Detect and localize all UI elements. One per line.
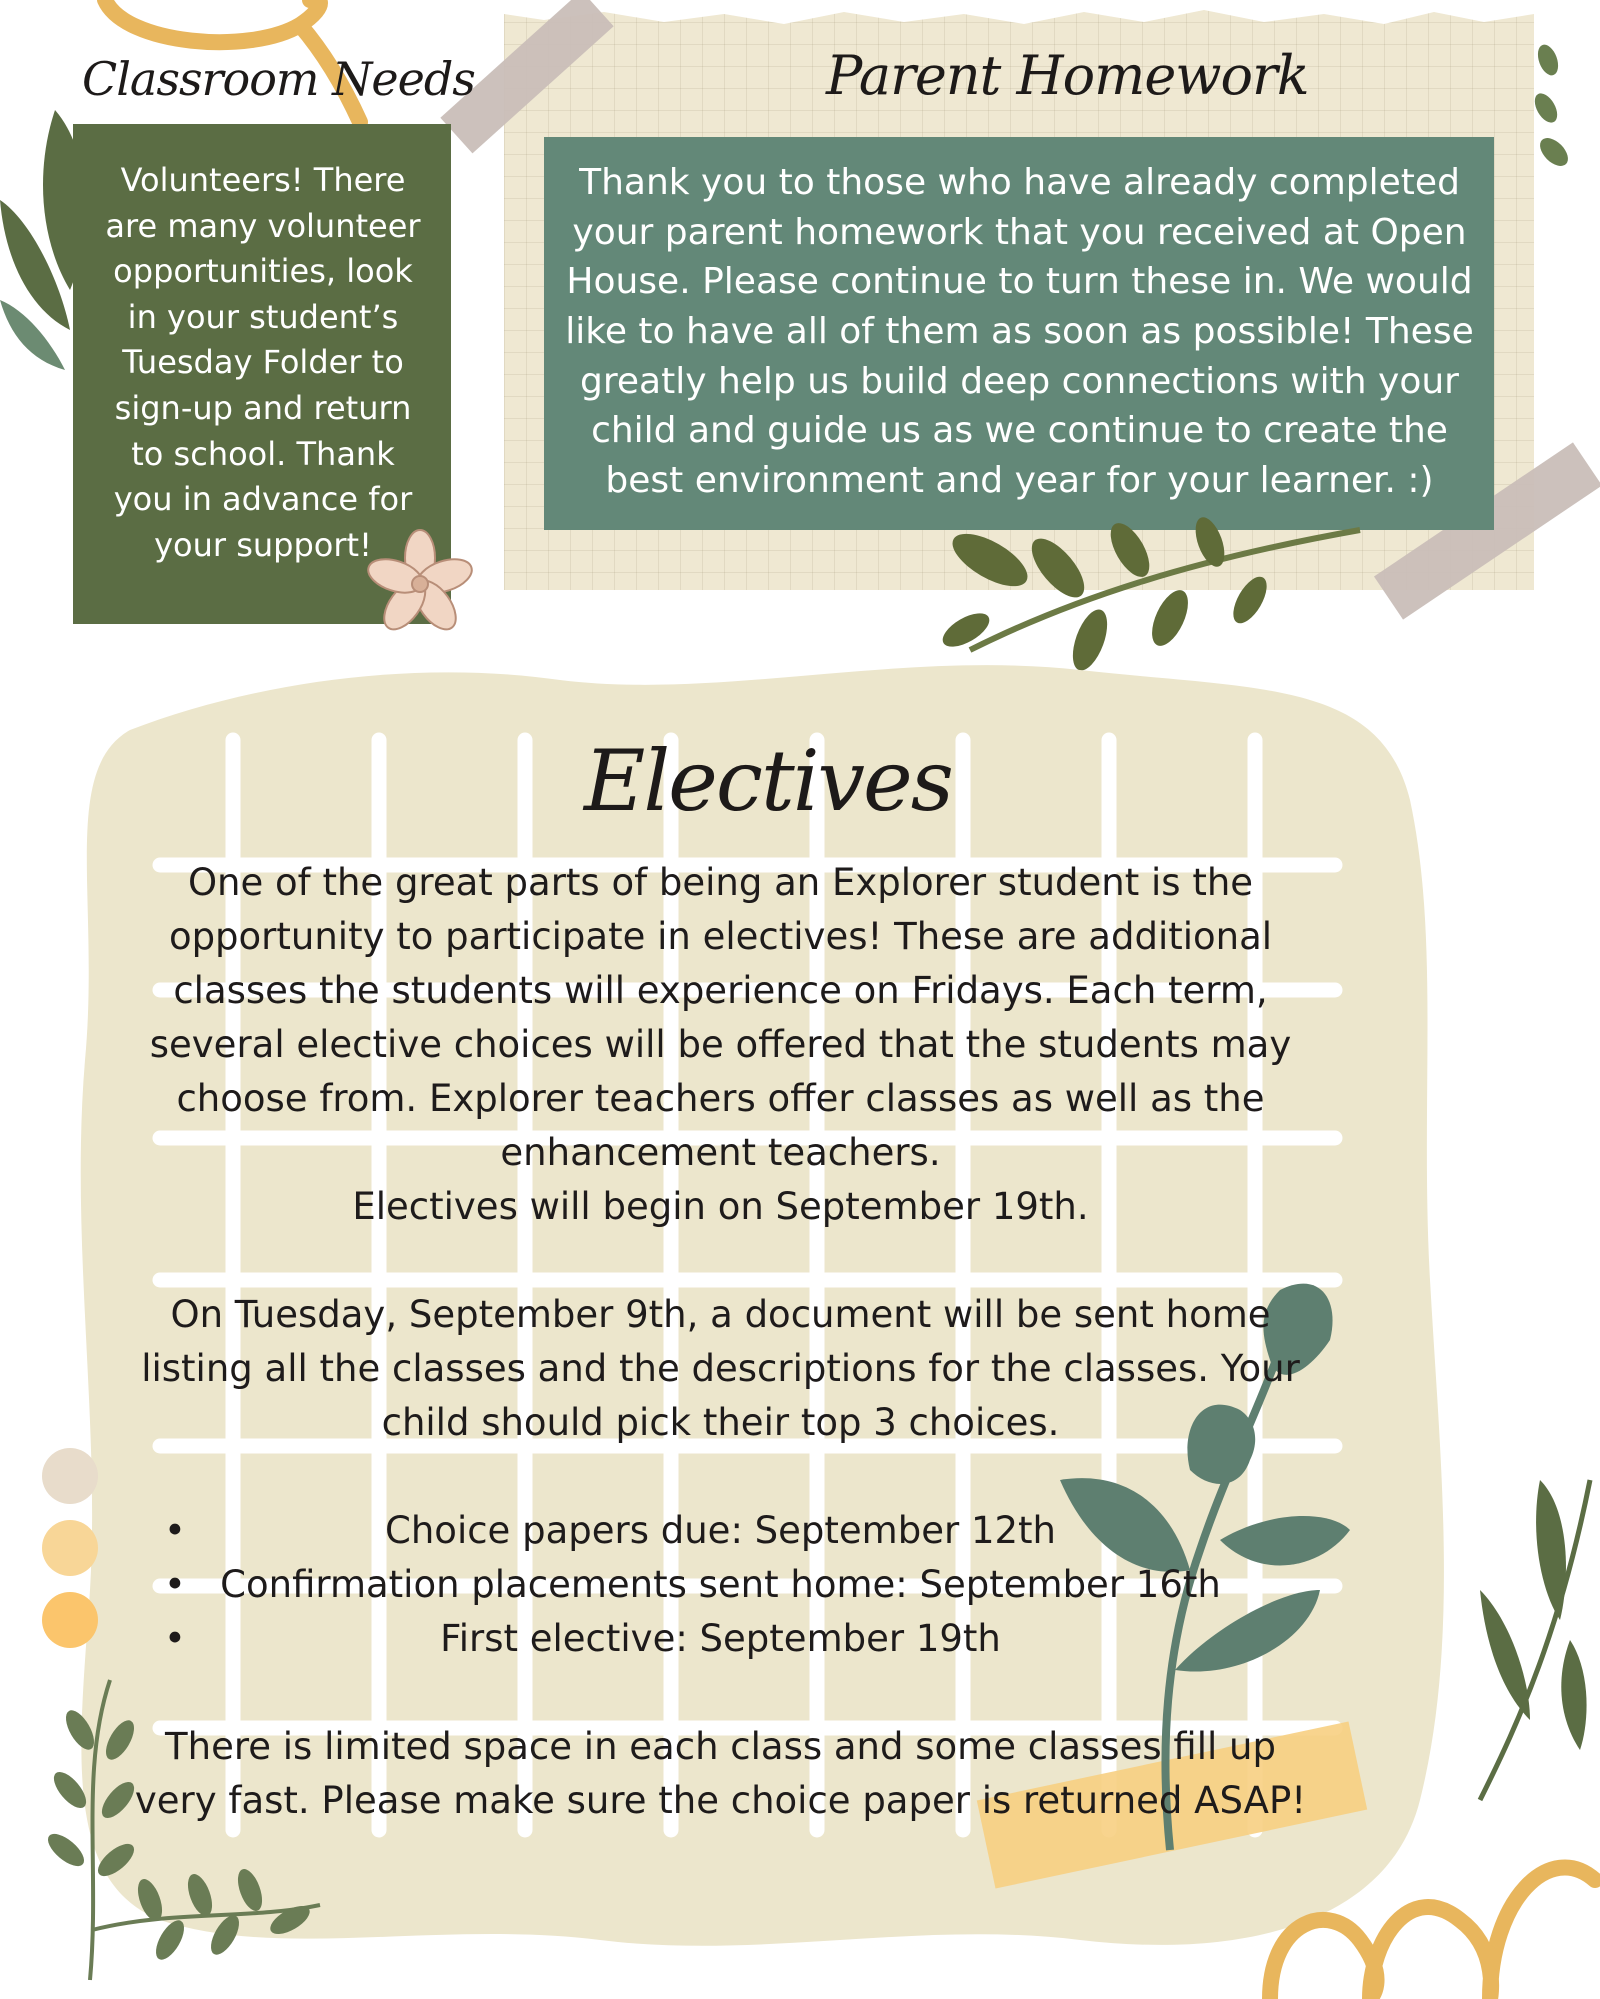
electives-content	[128, 856, 1313, 1828]
loops-decoration	[1250, 1820, 1600, 1999]
classroom-needs-title: Classroom Needs	[82, 52, 475, 106]
flower-icon	[358, 528, 484, 638]
electives-document-note: On Tuesday, September 9th, a document will be sent home listing all the classes and the descriptions for the classes. Your child should pick their top 3 choices.	[141, 1293, 1300, 1444]
spacer	[128, 1234, 1313, 1288]
electives-title: Electives	[584, 732, 952, 830]
parent-homework-text: Thank you to those who have already completed your parent homework that you received at Open House. Please continue to turn these in. We would like to have all of them as soon as possible! These greatly help us build deep connections with your child and guide us as we continue to create the best environment and year for your learner. :)	[565, 162, 1474, 502]
electives-start-note: Electives will begin on September 19th.	[352, 1185, 1089, 1228]
electives-intro: One of the great parts of being an Explorer student is the opportunity to participate in electives! These are additional classes the students will experience on Fridays. Each term, several elective choices will be offered that the students may choose from. Explorer teachers offer classes as well as the enhancement teachers.	[149, 861, 1292, 1174]
list-item: • Choice papers due: September 12th	[128, 1504, 1313, 1558]
classroom-needs-text: Volunteers! There are many volunteer opportunities, look in your student’s Tuesday Folder to sign-up and return to school. Thank you in advance for your support!	[105, 161, 421, 564]
spacer	[128, 1666, 1313, 1720]
spacer	[128, 1450, 1313, 1504]
corner-leaves-decoration	[1510, 0, 1600, 200]
paper-torn-edge	[504, 0, 1534, 40]
list-item: • Confirmation placements sent home: September 16th	[128, 1558, 1313, 1612]
parent-homework-title: Parent Homework	[826, 44, 1309, 107]
dot-circles-decoration	[38, 1442, 108, 1652]
electives-closing: There is limited space in each class and some classes fill up very fast. Please make sure the choice paper is returned ASAP!	[134, 1725, 1307, 1822]
list-item: • First elective: September 19th	[128, 1612, 1313, 1666]
key-dates-list	[128, 1504, 1313, 1666]
leaf-branch-right	[1460, 1470, 1600, 1810]
